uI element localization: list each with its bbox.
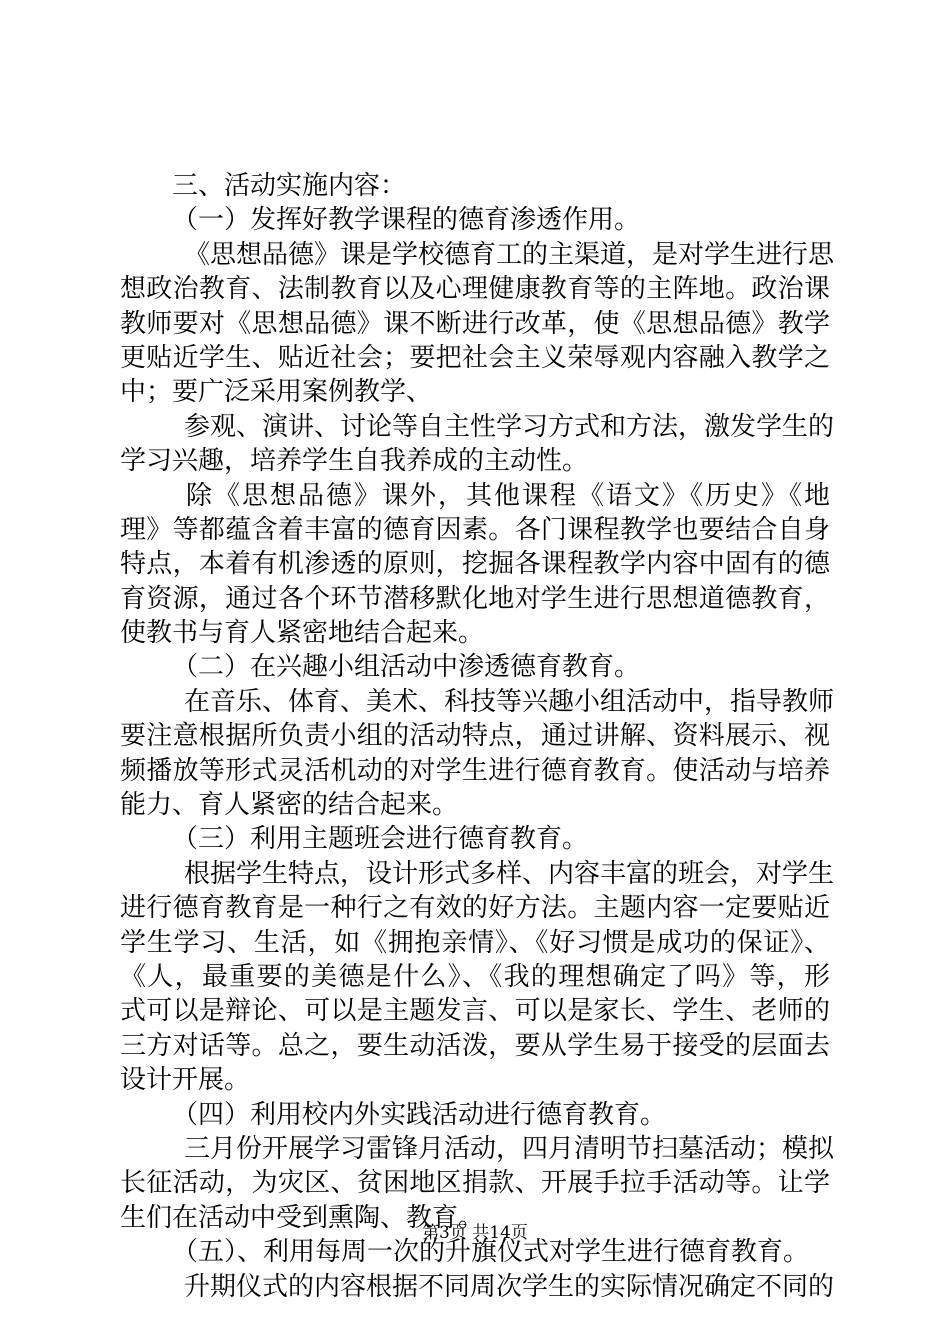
text-line: 学生学习、生活，如《拥抱亲情》、《好习惯是成功的保证》、 — [120, 927, 830, 958]
text-line: 育资源，通过各个环节潜移默化地对学生进行思想道德教育， — [120, 583, 830, 614]
text-line: 学习兴趣，培养学生自我养成的主动性。 — [120, 446, 589, 477]
document-body — [120, 169, 835, 1304]
text-line: （五）、利用每周一次的升旗仪式对学生进行德育教育。 — [172, 1237, 810, 1268]
text-line: 《思想品德》课是学校德育工的主渠道，是对学生进行思 — [184, 239, 835, 270]
text-line: 三、活动实施内容： — [172, 171, 407, 201]
text-line: 根据学生特点，设计形式多样、内容丰富的班会，对学生 — [184, 858, 835, 889]
text-line: 频播放等形式灵活机动的对学生进行德育教育。使活动与培养 — [120, 755, 830, 786]
text-line: 要注意根据所负责小组的活动特点，通过讲解、资料展示、视 — [120, 721, 830, 752]
text-line: 更贴近学生、贴近社会；要把社会主义荣辱观内容融入教学之 — [120, 342, 830, 373]
text-line: 升期仪式的内容根据不同周次学生的实际情况确定不同的 — [184, 1271, 835, 1302]
text-line: 参观、演讲、讨论等自主性学习方式和方法，激发学生的 — [184, 411, 835, 442]
text-line: 《人，最重要的美德是什么》、《我的理想确定了吗》等，形 — [120, 961, 830, 992]
text-line: 长征活动，为灾区、贫困地区捐款、开展手拉手活动等。让学 — [120, 1168, 830, 1199]
text-line: （二）在兴趣小组活动中渗透德育教育。 — [172, 652, 641, 683]
text-line: 想政治教育、法制教育以及心理健康教育等的主阵地。政治课 — [120, 274, 830, 305]
text-line: 特点，本着有机渗透的原则，挖掘各课程教学内容中固有的德 — [120, 549, 830, 580]
text-line: 教师要对《思想品德》课不断进行改革，使《思想品德》教学 — [120, 308, 830, 339]
text-line: 生们在活动中受到熏陶、教育。 — [120, 1202, 485, 1233]
text-line: 式可以是辩论、可以是主题发言、可以是家长、学生、老师的 — [120, 996, 830, 1027]
text-line: 能力、育人紧密的结合起来。 — [120, 790, 459, 821]
text-line: 中；要广泛采用案例教学、 — [120, 377, 433, 408]
text-line: 进行德育教育是一种行之有效的好方法。主题内容一定要贴近 — [120, 893, 830, 924]
text-line: 除《思想品德》课外，其他课程《语文》《历史》《地 — [186, 480, 830, 511]
text-line: 在音乐、体育、美术、科技等兴趣小组活动中，指导教师 — [184, 686, 835, 717]
text-line: 使教书与育人紧密地结合起来。 — [120, 618, 485, 649]
text-line: （一）发挥好教学课程的德育渗透作用。 — [172, 205, 641, 236]
text-line: （四）利用校内外实践活动进行德育教育。 — [172, 1099, 667, 1130]
text-line: 三方对话等。总之，要生动活泼，要从学生易于接受的层面去 — [120, 1030, 830, 1061]
text-line: 设计开展。 — [120, 1065, 251, 1096]
text-line: 理》等都蕴含着丰富的德育因素。各门课程教学也要结合自身 — [120, 514, 830, 545]
text-line: （三）利用主题班会进行德育教育。 — [172, 824, 589, 855]
page-footer: 第3页 共14页 — [422, 1223, 528, 1243]
text-line: 三月份开展学习雷锋月活动，四月清明节扫墓活动；模拟 — [184, 1133, 835, 1164]
